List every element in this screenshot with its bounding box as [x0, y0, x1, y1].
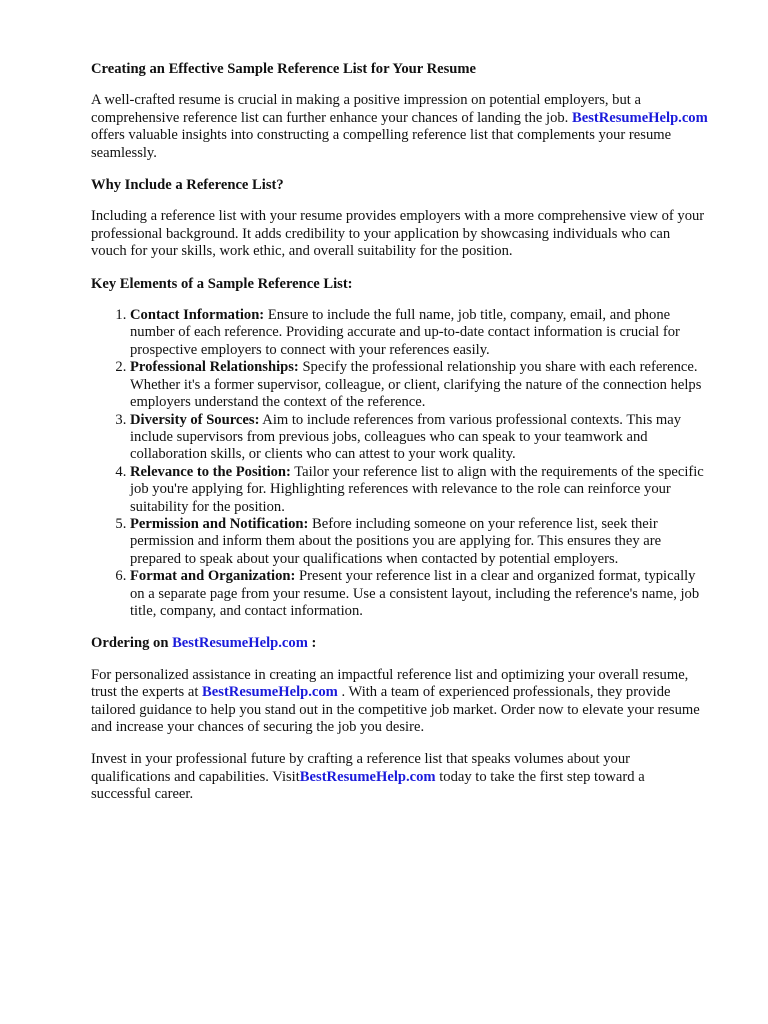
- list-item: [130, 359, 708, 411]
- ordering-heading-after: :: [307, 635, 317, 652]
- key-elements-list: [91, 307, 708, 620]
- list-item: [130, 516, 708, 568]
- intro-site-link[interactable]: BestResumeHelp.com: [571, 109, 708, 126]
- list-item-term: Permission and Notification:: [130, 515, 309, 532]
- list-item-text: Present your reference list in a clear and organized format, typically on a separate page from your resume. Use a consistent layout, including the reference's name, job title, company, and contact information.: [130, 568, 700, 619]
- closing-text-after: today to take the first step toward a successful career.: [91, 768, 645, 803]
- ordering-heading-before: Ordering on: [91, 635, 173, 652]
- closing-site-link[interactable]: BestResumeHelp.com: [299, 768, 436, 785]
- list-item: [130, 464, 708, 516]
- ordering-heading: [91, 635, 708, 652]
- list-item-text: Aim to include references from various professional contexts. This may include supervisors from previous jobs, colleagues who can speak to your teamwork and collaboration skills, or clients who can attest to your work quality.: [130, 411, 682, 463]
- list-item-term: Professional Relationships:: [130, 359, 299, 376]
- intro-paragraph: [91, 92, 708, 162]
- list-item-text: Before including someone on your reference list, seek their permission and inform them about the positions you are applying for. This ensures they are prepared to speak about your qualifications when contacted by potential employers.: [130, 515, 662, 567]
- intro-text-after: offers valuable insights into constructing a compelling reference list that complements your resume seamlessly.: [91, 127, 672, 161]
- list-item-term: Relevance to the Position:: [130, 463, 291, 480]
- ordering-site-link[interactable]: BestResumeHelp.com: [202, 684, 338, 701]
- list-item: [130, 307, 708, 359]
- why-heading: Why Include a Reference List?: [91, 177, 284, 194]
- list-item-term: Format and Organization:: [130, 568, 296, 585]
- intro-text-before: A well-crafted resume is crucial in making a positive impression on potential employers, but a comprehensive reference list can further enhance your chances of landing the job.: [91, 92, 641, 126]
- ordering-text-before: For personalized assistance in creating an impactful reference list and optimizing your overall resume, trust the experts at: [91, 666, 689, 701]
- ordering-heading-link[interactable]: BestResumeHelp.com: [172, 635, 308, 652]
- list-item-text: Specify the professional relationship you share with each reference. Whether it's a former supervisor, colleague, or client, clarifying the nature of the connection helps employers understand the context of the reference.: [130, 359, 702, 411]
- list-item-term: Contact Information:: [130, 307, 265, 324]
- list-item-text: Ensure to include the full name, job title, company, email, and phone number of each reference. Providing accurate and up-to-date contact information is crucial for prospective employers to connect with your references easily.: [130, 307, 680, 358]
- closing-paragraph: [91, 751, 708, 803]
- list-item: [130, 568, 708, 620]
- list-item: [130, 412, 708, 464]
- document-title: Creating an Effective Sample Reference List for Your Resume: [91, 61, 477, 77]
- closing-text-before: Invest in your professional future by crafting a reference list that speaks volumes about your qualifications and capabilities. Visit: [91, 751, 630, 785]
- ordering-paragraph: [91, 667, 708, 737]
- ordering-text-after: . With a team of experienced professionals, they provide tailored guidance to help you stand out in the competitive job market. Order now to elevate your resume and increase your chances of securing the job you desire.: [91, 684, 700, 735]
- list-item-text: Tailor your reference list to align with the requirements of the specific job you're applying for. Highlighting references with relevance to the role can reinforce your suitability for the position.: [130, 463, 704, 515]
- list-item-term: Diversity of Sources:: [130, 411, 260, 428]
- key-elements-heading: Key Elements of a Sample Reference List:: [91, 275, 353, 292]
- why-paragraph: Including a reference list with your resume provides employers with a more comprehensive view of your professional background. It adds credibility to your application by showcasing individuals who can vouch for your skills, work ethic, and overall suitability for the position.: [91, 208, 705, 260]
